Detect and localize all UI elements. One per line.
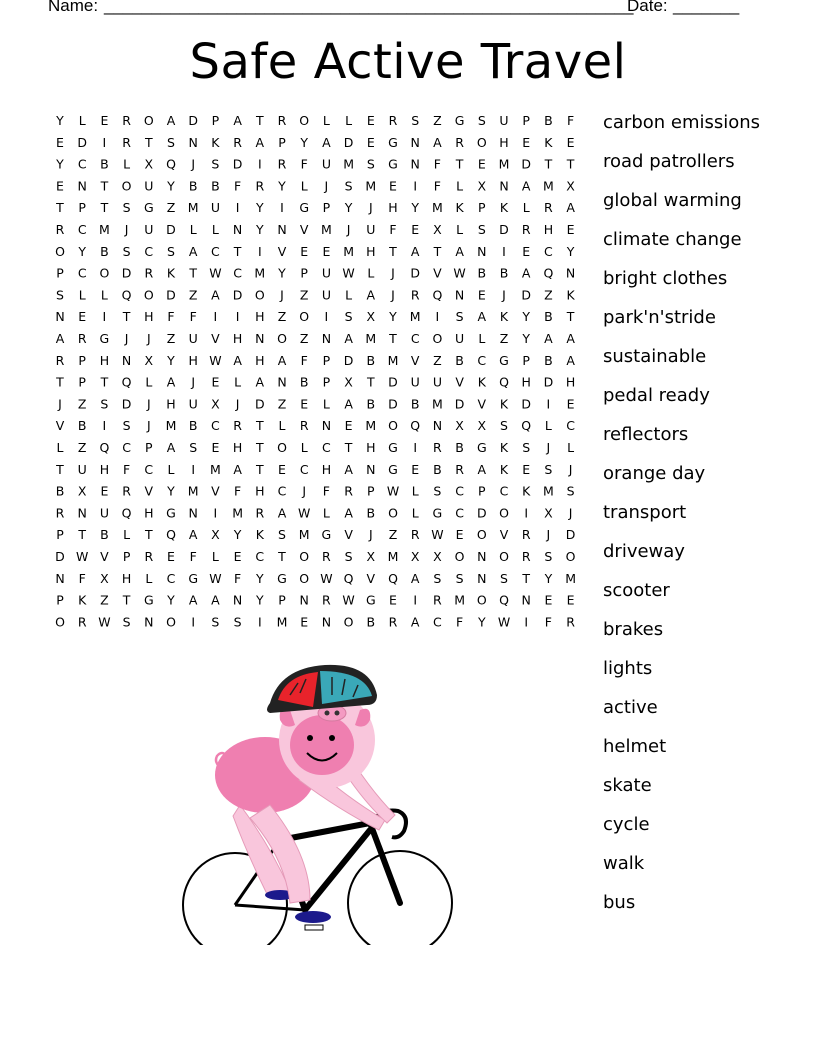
grid-row: T P T Q L A J E L A N B P X T D U U V K Q H D H [56,374,576,390]
word-list-item: helmet [603,736,667,757]
grid-row: P C O D R K T W C M Y P U W L J D V W B B A Q N [56,265,576,281]
grid-row: O Y B S C S A C T I V E E M H T A T A N I E C Y [55,243,575,259]
word-list-item: walk [603,853,645,874]
grid-row: A R G J J Z U V H N O Z N A M T C O U L Z Y A A [55,331,575,346]
grid-row: T U H F C L I M A T E C H A N G E B R A K E S J [56,461,573,477]
word-list-item: global warming [603,190,742,211]
word-list-item: road patrollers [603,151,735,172]
word-list-item: lights [603,658,653,679]
grid-row: R C M J U D L L N Y N V M J U F E X L S D R H E [55,222,575,237]
pig-on-bicycle-icon [170,655,470,945]
word-list-item: skate [603,775,652,796]
grid-row: B X E R V Y M V F H C J F R P W L S C P C K M S [55,483,575,499]
grid-row: S L L Q O D Z A D O J Z U L A J R Q N E J D Z K [56,287,575,303]
grid-row: E N T O U Y B B F R Y L J S M E I F L X N A M X [56,178,575,194]
grid-row: N F X H L C G W F Y G O W Q V Q A S S N S T Y M [55,570,576,586]
grid-row: P T B L T Q A X Y K S M G V J Z R W E O V R J D [56,527,576,543]
grid-row: T P T S G Z M U I Y I G P Y J H Y M K P K L R A [56,200,575,216]
word-search-grid [0,0,600,660]
word-list-item: active [603,697,658,718]
grid-row: Y L E R O A D P A T R O L L E R S Z G S U P B F [56,113,575,128]
word-list-item: reflectors [603,424,689,445]
grid-row: E D I R T S N K R A P Y A D E G N A R O H E K E [56,134,575,150]
grid-row: O R W S N O I S S I M E N O B R A C F Y W I F R [55,614,575,630]
grid-row: N E I T H F F I I H Z O I S X Y M I S A K Y B T [55,309,575,325]
word-list-item: transport [603,502,687,523]
word-list-item: orange day [603,463,706,484]
grid-row: V B I S J M B C R T L R N E M O Q N X X S Q L C [55,418,575,434]
word-list-item: carbon emissions [603,112,761,133]
grid-row: Y C B L X Q J S D I R F U M S G N F T E M D T T [56,156,575,172]
pig-shoe-front [295,911,331,923]
date-field-line[interactable]: _______ [673,0,740,15]
grid-row: J Z S D J H U X J D Z E L A B D B M D V K D I E [58,396,575,412]
grid-row: R N U Q H G N I M R A W L A B O L G C D O I X J [55,505,573,521]
word-list-item: bright clothes [603,268,728,289]
pedal [305,925,323,930]
word-list-item: park'n'stride [603,307,716,328]
grid-row: R P H N X Y H W A H A F P D B M V Z B C G P B A [55,352,575,368]
pig-eye-left [307,735,313,741]
grid-row: L Z Q C P A S E H T O L C T H G I R B G K S J L [56,440,575,455]
name-field-line[interactable]: ________________________________________________________ [104,0,634,15]
pig-face [290,715,354,775]
name-label: Name: [48,0,99,15]
word-list [603,110,760,929]
word-list-item: cycle [603,814,650,835]
word-list-item: climate change [603,229,742,250]
page-title: Safe Active Travel [189,34,627,90]
word-list-item: scooter [603,580,670,601]
grid-row: D W V P R E F L E C T O R S X M X X O N O R S O [55,549,576,564]
word-list-item: sustainable [603,346,707,367]
word-list-item: bus [603,892,636,913]
date-label: Date: [627,0,668,15]
grid-row: P K Z T G Y A A N Y P N R W G E I R M O Q N E E [56,592,575,608]
word-list-item: brakes [603,619,664,640]
pig-eye-right [329,735,335,741]
word-list-item: pedal ready [603,385,710,406]
word-list-item: driveway [603,541,685,562]
